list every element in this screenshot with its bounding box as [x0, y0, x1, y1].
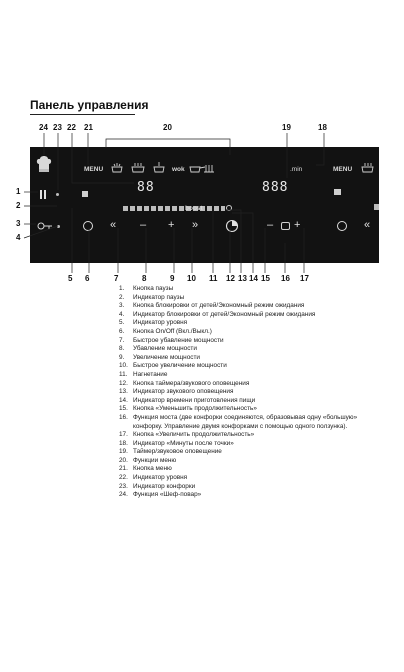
callout-20: 20 — [163, 123, 172, 132]
callout-4: 4 — [16, 233, 21, 242]
level-display-left: 88 — [137, 180, 155, 195]
legend-item: 18. Индикатор «Минуты после точки» — [119, 439, 234, 447]
legend-item: 17. Кнопка «Увеличить продолжительность» — [119, 431, 255, 439]
menu-button-left: MENU — [84, 166, 104, 173]
legend-item: 4. Индикатор блокировки от детей/Экономный режим ожидания — [119, 310, 316, 318]
callout-8: 8 — [142, 274, 147, 283]
callout-7: 7 — [114, 274, 119, 283]
legend-item: 13. Индикатор звукового оповещения — [119, 388, 234, 396]
legend-item: 24. Функция «Шеф-повар» — [119, 491, 202, 499]
callout-3: 3 — [16, 219, 21, 228]
legend-item: 23. Индикатор конфорки — [119, 482, 196, 490]
legend-item: 22. Индикатор уровня — [119, 474, 188, 482]
callout-24: 24 — [39, 123, 48, 132]
legend-item: 5. Индикатор уровня — [119, 319, 188, 327]
fast-increase-icon[interactable]: » — [192, 219, 199, 231]
timer-display: 888 — [262, 180, 289, 195]
callout-14: 14 — [249, 274, 258, 283]
decrease-icon[interactable]: – — [140, 219, 147, 231]
legend-item: 7. Быстрое убавление мощности — [119, 336, 224, 344]
callout-18: 18 — [318, 123, 327, 132]
legend-list — [119, 285, 379, 500]
legend-item: 14. Индикатор времени приготовления пищи — [119, 396, 256, 404]
callout-15: 15 — [261, 274, 270, 283]
legend-item: 8. Убавление мощности — [119, 345, 197, 353]
increase-icon[interactable]: + — [168, 219, 175, 231]
boost-label: boost — [185, 205, 203, 212]
wok-label: wok — [172, 166, 185, 173]
legend-item: 10. Быстрое увеличение мощности — [119, 362, 227, 370]
callout-12: 12 — [226, 274, 235, 283]
callout-9: 9 — [170, 274, 175, 283]
legend-item: 12. Кнопка таймера/звукового оповещения — [119, 379, 250, 387]
callout-6: 6 — [85, 274, 90, 283]
fast-decrease-icon[interactable]: « — [110, 219, 117, 231]
callout-13: 13 — [238, 274, 247, 283]
page-title: Панель управления — [30, 98, 149, 112]
legend-item: 21. Кнопка меню — [119, 465, 172, 473]
callout-16: 16 — [281, 274, 290, 283]
minutes-after-dot-indicator: .min — [290, 166, 303, 173]
legend-item: 11. Нагнетание — [119, 370, 168, 378]
legend-item: 1. Кнопка паузы — [119, 285, 174, 292]
callout-11: 11 — [209, 274, 218, 283]
callout-5: 5 — [68, 274, 73, 283]
legend-item: 3. Кнопка блокировки от детей/Экономный режим ожидания — [119, 302, 305, 310]
callout-22: 22 — [67, 123, 76, 132]
callout-19: 19 — [282, 123, 291, 132]
callout-2: 2 — [16, 201, 21, 210]
legend-item: 9. Увеличение мощности — [119, 353, 200, 361]
callout-23: 23 — [53, 123, 62, 132]
legend-item: 15. Кнопка «Уменьшить продолжительность» — [119, 405, 257, 413]
callout-1: 1 — [16, 187, 21, 196]
callout-10: 10 — [187, 274, 196, 283]
legend-item: 16. Функция моста (две конфорки соединяются, образовывая одну «большую» конфорку. Управление двумя конфорками с помощью одного ползунка). — [119, 413, 358, 430]
legend-item: 20. Функции меню — [119, 456, 177, 464]
callout-17: 17 — [300, 274, 309, 283]
legend-item: 2. Индикатор паузы — [119, 293, 185, 301]
increase-time-icon[interactable]: + — [294, 219, 301, 231]
callout-21: 21 — [84, 123, 93, 132]
fast-decrease-icon-right[interactable]: « — [364, 219, 371, 231]
menu-button-right: MENU — [333, 166, 353, 173]
legend-item: 19. Таймер/звуковое оповещение — [119, 448, 222, 456]
legend-item: 6. Кнопка On/Off (Вкл./Выкл.) — [119, 327, 212, 335]
decrease-time-icon[interactable]: – — [267, 219, 274, 231]
